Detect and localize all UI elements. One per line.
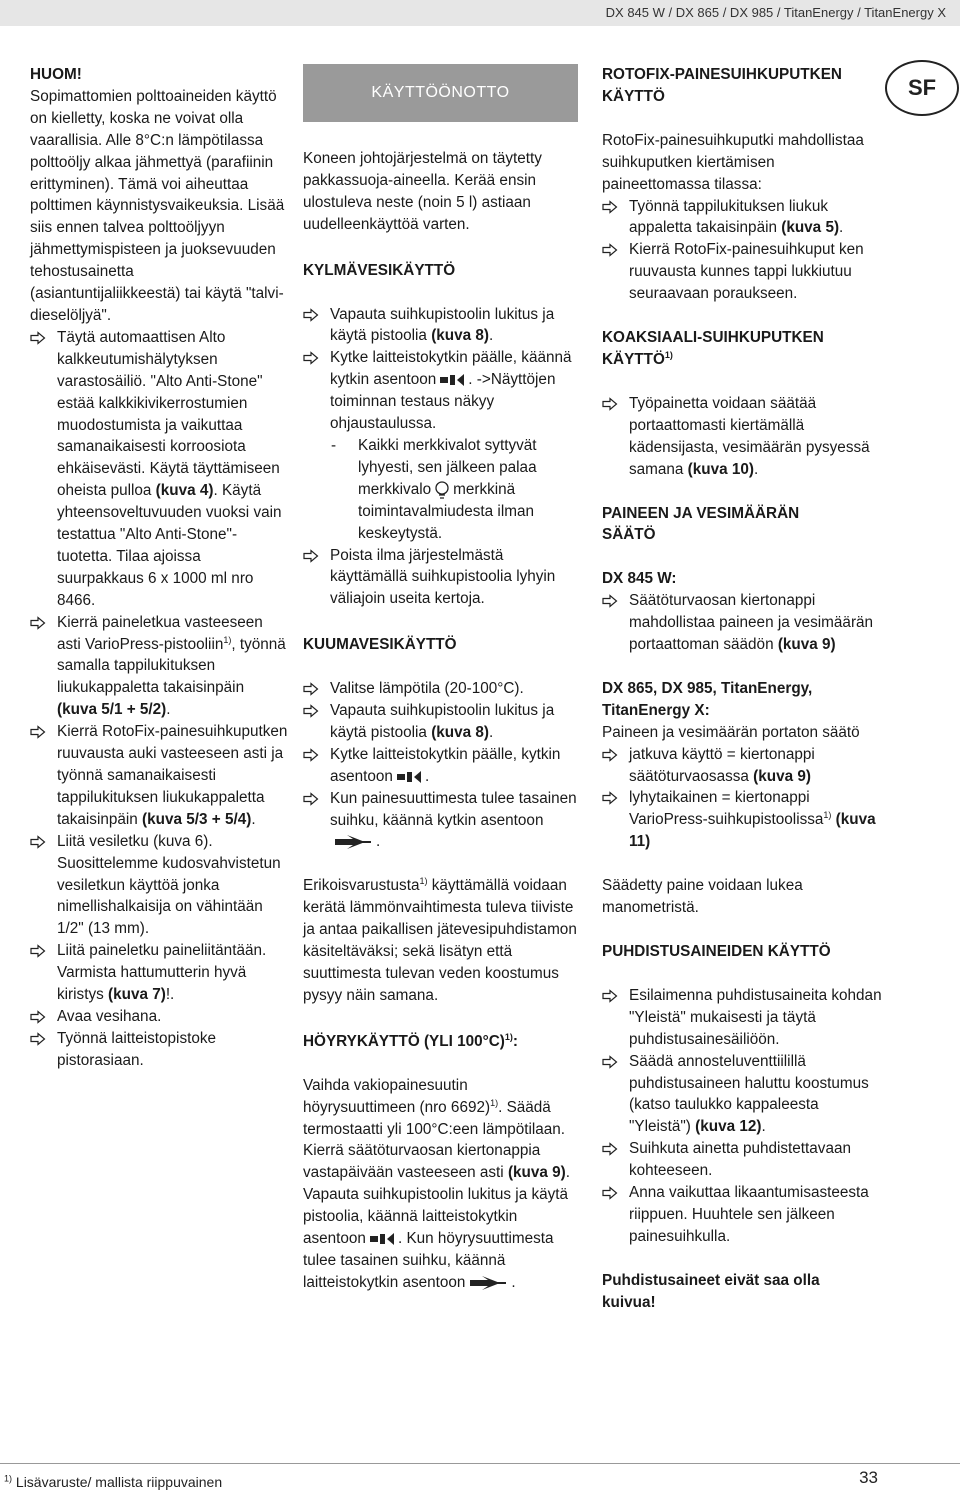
item-text: Vapauta suihkupistoolin lukitus ja käytä pistoolia xyxy=(330,702,555,741)
footnote-mark: 1) xyxy=(4,1473,13,1484)
item-text: Liitä vesiletku (kuva 6). Suosittelemme kudosvahvistetun vesiletkun käyttöä jonka nimellishalkaisija on vähintään 1/2" (13 mm). xyxy=(57,832,281,938)
intro-text: Koneen johtojärjestelmä on täytetty pakkassuoja-aineella. Kerää ensin ulostuleva neste (noin 5 l) astiaan uudelleenkäyttöä varten. xyxy=(303,150,542,233)
item-text: . xyxy=(489,723,494,741)
arrow-bullet-icon xyxy=(30,835,46,849)
item-text: . ->Näyttöjen toiminnan testaus näkyy ohjaustaulussa. xyxy=(330,371,556,433)
footnote-mark: 1) xyxy=(504,1031,513,1042)
item-text: Kaikki merkkivalot syttyvät lyhyesti, sen jälkeen palaa merkkivalo xyxy=(358,436,537,498)
figure-ref: (kuva 5) xyxy=(781,219,840,237)
arrow-bullet-icon xyxy=(303,549,319,563)
list-item xyxy=(30,721,288,831)
coaxial-heading xyxy=(602,327,872,371)
footnote-mark: 1) xyxy=(223,634,232,645)
item-text: . Kun höyrysuuttimesta tulee tasainen suihku, käännä laitteistokytkin asentoon xyxy=(303,1230,554,1291)
figure-ref: (kuva 8) xyxy=(431,723,489,741)
item-text: Kierrä RotoFix-painesuihkuputken ruuvausta auki vasteeseen asti ja työnnä samanaikaisesti tappilukituksen liukukappaletta takaisinpäin xyxy=(57,723,288,828)
pressure-text: Paineen ja vesimäärän portaton säätö xyxy=(602,723,860,741)
switch-position-icon xyxy=(369,1232,395,1246)
item-text: Liitä paineletku paineliitäntään. Varmista hattumutterin hyvä kiristys xyxy=(57,942,267,1004)
figure-ref: (kuva 9) xyxy=(777,636,836,654)
figure-ref: (kuva 11) xyxy=(629,811,876,851)
list-item xyxy=(303,678,578,700)
steam-position-icon xyxy=(333,834,373,850)
arrow-bullet-icon xyxy=(30,331,46,345)
steam-position-icon xyxy=(468,1275,508,1291)
item-text: Täytä automaattisen Alto kalkkeutumishälytyksen varastosäiliö. "Alto Anti-Stone" estää kalkkikivikerrostumien muodostumista ja vaikuttaa samanaikaisesti korroosiota ehkäisevästi. Käytä täyttämiseen oheista pulloa xyxy=(57,328,280,500)
list-item xyxy=(602,1051,882,1139)
item-text: . xyxy=(565,1164,571,1182)
item-text: lyhytaikainen = kiertonappi VarioPress-suihkupistoolissa xyxy=(629,789,824,829)
rotofix-heading: ROTOFIX-PAINESUIHKUPUTKEN KÄYTTÖ xyxy=(602,66,842,105)
list-item xyxy=(30,831,288,941)
arrow-bullet-icon xyxy=(30,1010,46,1024)
item-text: Kun painesuuttimesta tulee tasainen suihku, käännä kytkin asentoon xyxy=(330,789,577,829)
list-item xyxy=(303,347,578,435)
item-text: , työnnä samalla tappilukituksen liukukappaletta takaisinpäin xyxy=(57,635,286,697)
rotofix-intro: RotoFix-painesuihkuputki mahdollistaa suihkuputken kiertämisen paineettomassa tilassa: xyxy=(602,131,864,193)
list-item xyxy=(602,1138,882,1182)
item-text: Vapauta suihkupistoolin lukitus ja käytä pistoolia, käännä laitteistokytkin asentoon xyxy=(303,1186,569,1248)
item-text: Säätöturvaosan kiertonappi mahdollistaa paineen ja vesimäärän portaattoman säädön xyxy=(629,592,874,654)
list-item xyxy=(303,744,578,788)
item-text: . xyxy=(754,460,759,478)
list-item xyxy=(30,327,288,612)
header-bar xyxy=(0,0,960,26)
item-text: Esilaimenna puhdistusaineita kohdan "Yleistä" mukaisesti ja täytä puhdistusainesäiliöön. xyxy=(629,986,882,1048)
item-text: . xyxy=(761,1118,766,1136)
list-item xyxy=(30,940,288,1006)
arrow-bullet-icon xyxy=(303,308,319,322)
item-text: Työnnä tappilukituksen liukuk appaletta takaisinpäin xyxy=(629,197,828,237)
figure-ref: (kuva 5/1 + 5/2) xyxy=(57,701,167,719)
figure-ref: (kuva 8) xyxy=(431,327,489,345)
column-1 xyxy=(30,64,288,1072)
item-text: Vapauta suihkupistoolin lukitus ja käytä pistoolia xyxy=(330,305,555,345)
list-item xyxy=(602,393,882,481)
arrow-bullet-icon xyxy=(602,594,618,608)
indicator-lamp-icon xyxy=(434,481,450,499)
item-text: . xyxy=(511,1273,516,1291)
list-item xyxy=(602,985,882,1051)
column-3 xyxy=(602,64,882,1314)
detergent-heading: PUHDISTUSAINEIDEN KÄYTTÖ xyxy=(602,943,831,960)
item-text: Kytke laitteistokytkin päälle, kytkin asentoon xyxy=(330,745,561,785)
heading-text: KOAKSIAALI-SUIHKUPUTKEN KÄYTTÖ xyxy=(602,329,824,368)
list-item xyxy=(30,612,288,722)
arrow-bullet-icon xyxy=(303,792,319,806)
list-item xyxy=(602,744,882,788)
model-heading: DX 865, DX 985, TitanEnergy, TitanEnergy X: xyxy=(602,679,813,719)
list-item xyxy=(303,545,578,611)
header-title: DX 845 W / DX 865 / DX 985 / TitanEnergy / TitanEnergy X xyxy=(605,5,946,20)
footnote-mark: 1) xyxy=(419,876,428,887)
model-heading: DX 845 W: xyxy=(602,570,677,588)
arrow-bullet-icon xyxy=(602,1186,618,1200)
footnote-mark: 1) xyxy=(823,810,832,821)
hot-water-heading: KUUMAVESIKÄYTTÖ xyxy=(303,636,457,654)
arrow-bullet-icon xyxy=(602,748,618,762)
figure-ref: (kuva 5/3 + 5/4) xyxy=(142,810,252,828)
list-item xyxy=(303,700,578,744)
figure-ref: (kuva 12) xyxy=(695,1118,762,1136)
item-text: . Säädä termostaatti yli 100°C:een lämpötilaan. Kierrä säätöturvaosan kiertonappia vastapäivään vasteeseen asti xyxy=(303,1098,566,1182)
item-text: !. xyxy=(165,986,175,1004)
item-text: Kierrä paineletkua vasteeseen asti VarioPress-pistooliin xyxy=(57,613,263,653)
arrow-bullet-icon xyxy=(602,397,618,411)
list-item xyxy=(602,196,882,240)
item-text: Vaihda vakiopainesuutin höyrysuuttimeen (nro 6692) xyxy=(303,1076,491,1116)
item-text: merkkinä toimintavalmiudesta ilman keskeytystä. xyxy=(358,480,534,542)
figure-ref: (kuva 7) xyxy=(108,986,166,1004)
steam-heading xyxy=(303,1031,578,1053)
list-item xyxy=(602,787,882,853)
arrow-bullet-icon xyxy=(602,200,618,214)
arrow-bullet-icon xyxy=(303,682,319,696)
dash-item xyxy=(303,435,578,545)
heading-text: : xyxy=(512,1032,519,1050)
detergent-warning: Puhdistusaineet eivät saa olla kuivua! xyxy=(602,1271,820,1311)
figure-ref: (kuva 9) xyxy=(507,1164,566,1182)
footer-divider xyxy=(0,1463,960,1464)
item-text: . xyxy=(489,327,494,345)
switch-position-icon xyxy=(396,770,422,784)
arrow-bullet-icon xyxy=(602,1142,618,1156)
item-text: Valitse lämpötila (20-100°C). xyxy=(330,680,524,698)
item-text: käyttämällä voidaan kerätä lämmönvaihtimesta tuleva tiiviste ja antaa paikallisen jätevesipuhdistamon käsiteltäväksi; sekä lisätyn että suuttimesta tulevan veden koostumus pysyy näin samana. xyxy=(303,877,577,1004)
item-text: . xyxy=(251,810,256,828)
item-text: Kytke laitteistokytkin päälle, käännä kytkin asentoon xyxy=(330,349,572,389)
steam-text-2 xyxy=(303,1184,578,1294)
list-item xyxy=(602,590,882,656)
footnote-text: Lisävaruste/ mallista riippuvainen xyxy=(15,1474,223,1490)
list-item xyxy=(602,239,882,305)
item-text: Työnnä laitteistopistoke pistorasiaan. xyxy=(57,1029,217,1069)
item-text: Työpainetta voidaan säätää portaattomasti kiertämällä kädensijasta, vesimäärän pysyessä samana xyxy=(629,394,870,478)
switch-position-icon xyxy=(439,373,465,387)
item-text: . xyxy=(166,701,171,719)
cold-water-heading: KYLMÄVESIKÄYTTÖ xyxy=(303,261,456,279)
heading-text: HÖYRYKÄYTTÖ (YLI 100°C) xyxy=(303,1032,505,1050)
item-text: Avaa vesihana. xyxy=(57,1007,162,1025)
accessory-text xyxy=(303,875,578,1006)
arrow-bullet-icon xyxy=(602,989,618,1003)
list-item xyxy=(303,304,578,348)
footnote xyxy=(4,1474,222,1490)
figure-ref: (kuva 4) xyxy=(155,482,214,500)
arrow-bullet-icon xyxy=(30,1032,46,1046)
item-text: . xyxy=(424,767,430,785)
arrow-bullet-icon xyxy=(30,944,46,958)
item-text: . xyxy=(376,833,381,851)
arrow-bullet-icon xyxy=(30,616,46,630)
figure-ref: (kuva 9) xyxy=(753,767,811,785)
warning-heading: HUOM! xyxy=(30,66,82,83)
item-text: . xyxy=(839,219,844,237)
arrow-bullet-icon xyxy=(303,704,319,718)
arrow-bullet-icon xyxy=(602,1055,618,1069)
arrow-bullet-icon xyxy=(602,791,618,805)
arrow-bullet-icon xyxy=(303,748,319,762)
item-text: Kierrä RotoFix-painesuihkuput ken ruuvausta kunnes tappi lukkiutuu seuraavaan poraukseen. xyxy=(629,241,864,303)
item-text: Suihkuta ainetta puhdistettavaan kohteeseen. xyxy=(629,1140,851,1180)
item-text: Erikoisvarustusta xyxy=(303,877,420,895)
list-item xyxy=(602,1182,882,1248)
language-badge: SF xyxy=(885,60,959,116)
footnote-mark: 1) xyxy=(490,1097,499,1108)
item-text: . Käytä yhteensoveltuvuuden vuoksi vain testattua "Alto Anti-Stone"-tuotetta. Tilaa ajoissa suurpakkaus 6 x 1000 ml nro 8466. xyxy=(57,482,282,609)
item-text: Poista ilma järjestelmästä käyttämällä suihkupistoolia lyhyin väliajoin useita kertoja. xyxy=(330,546,556,608)
item-text: Anna vaikuttaa likaantumisasteesta riippuen. Huuhtele sen jälkeen painesuihkulla. xyxy=(629,1184,869,1245)
item-text: Säädä annosteluventtiilillä puhdistusaineen haluttu koostumus (katso taulukko kappaleesta "Yleistä") xyxy=(629,1052,869,1136)
item-text: jatkuva käyttö = kiertonappi säätöturvaosassa xyxy=(629,745,815,785)
list-item xyxy=(30,1006,288,1028)
warning-text: Sopimattomien polttoaineiden käyttö on kielletty, koska ne voivat olla vaarallisia. Alle 8°C:n lämpötilassa polttoöljy alkaa jähmettyä (parafiinin erittyminen). Tämä voi aiheuttaa polttimen käynnistysvaikeuksia. Lisää siis ennen talvea polttoöljyyn jähmettymispisteen ja juoksevuuden tehostusainetta (asiantuntijaliikkeestä) tai käytä "talvi-dieselöljyä". xyxy=(30,87,285,324)
section-title-box: KÄYTTÖÖNOTTO xyxy=(303,64,578,122)
list-item xyxy=(30,1028,288,1072)
column-2 xyxy=(303,64,578,1294)
arrow-bullet-icon xyxy=(303,351,319,365)
page-number: 33 xyxy=(859,1468,878,1487)
dash-mark: - xyxy=(331,436,337,454)
list-item xyxy=(303,788,578,854)
manometer-text: Säädetty paine voidaan lukea manometristä. xyxy=(602,877,803,917)
footnote-mark: 1) xyxy=(664,349,673,360)
arrow-bullet-icon xyxy=(30,725,46,739)
arrow-bullet-icon xyxy=(602,243,618,257)
figure-ref: (kuva 10) xyxy=(687,460,754,478)
pressure-heading: PAINEEN JA VESIMÄÄRÄN SÄÄTÖ xyxy=(602,504,800,544)
steam-text-1 xyxy=(303,1075,578,1185)
